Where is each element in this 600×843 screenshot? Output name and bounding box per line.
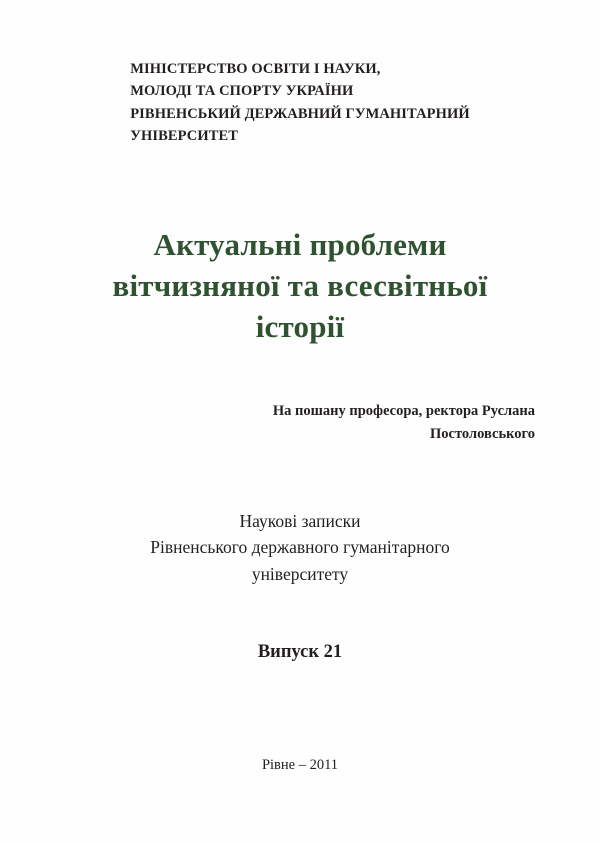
ministry-line-2: МОЛОДІ ТА СПОРТУ УКРАЇНИ: [130, 83, 354, 100]
page-title-line-1: Актуальні проблеми: [153, 227, 447, 262]
dedication-line-2: Постоловського: [430, 426, 535, 443]
series-line-1: Наукові записки: [239, 511, 361, 531]
series-line-2: Рівненського державного гуманітарного: [150, 537, 450, 558]
issue-number: Випуск 21: [257, 642, 343, 662]
series-info: [0, 508, 600, 587]
ministry-line-3: РІВНЕНСЬКИЙ ДЕРЖАВНИЙ ГУМАНІТАРНИЙ: [130, 105, 470, 122]
imprint-place-year: Рівне – 2011: [261, 757, 339, 773]
dedication-note: [0, 400, 600, 446]
page-title: [0, 225, 600, 348]
dedication-line-1: На пошану професора, ректора Руслана: [272, 403, 535, 419]
ministry-line-1: МІНІСТЕРСТВО ОСВІТИ І НАУКИ,: [130, 61, 381, 77]
page-title-line-2: вітчизняної та всесвітньої: [112, 267, 488, 303]
series-line-3: університету: [251, 563, 349, 584]
ministry-line-4: УНІВЕРСИТЕТ: [130, 128, 239, 145]
page-title-line-3: історії: [255, 308, 345, 344]
ministry-heading: [0, 58, 600, 148]
ministry-heading-inner: [130, 58, 470, 148]
